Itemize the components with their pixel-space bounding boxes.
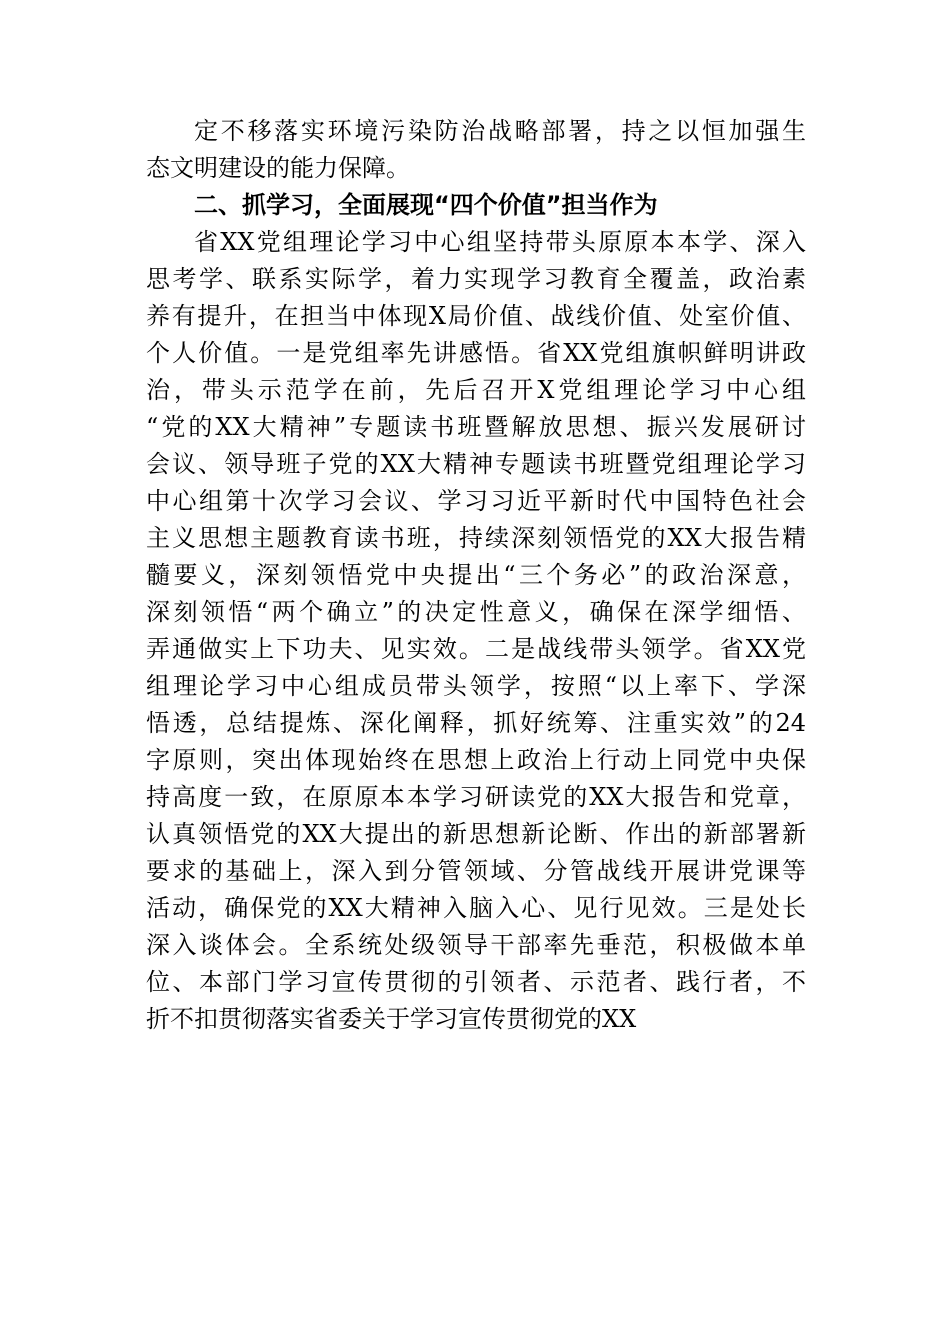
paragraph-line: 弄通做实上下功夫、见实效。二是战线带头领学。省XX党 [146, 635, 806, 663]
paragraph-line: 省XX党组理论学习中心组坚持带头原原本本学、深入 [194, 228, 806, 256]
paragraph-line: 会议、领导班子党的XX大精神专题读书班暨党组理论学习 [146, 450, 806, 478]
paragraph-line: 养有提升，在担当中体现X局价值、战线价值、处室价值、 [146, 302, 806, 330]
paragraph-line: 活动，确保党的XX大精神入脑入心、见行见效。三是处长 [146, 894, 806, 922]
paragraph-line: 个人价值。一是党组率先讲感悟。省XX党组旗帜鲜明讲政 [146, 339, 806, 367]
paragraph-line: 中心组第十次学习会议、学习习近平新时代中国特色社会 [146, 487, 806, 515]
paragraph-line: 折不扣贯彻落实省委关于学习宣传贯彻党的XX [146, 1005, 637, 1033]
paragraph-line: 治，带头示范学在前，先后召开X党组理论学习中心组 [146, 376, 806, 404]
paragraph-line: 深入谈体会。全系统处级领导干部率先垂范，积极做本单 [146, 931, 806, 959]
paragraph-line: 悟透，总结提炼、深化阐释，抓好统筹、注重实效”的24 [146, 709, 806, 737]
paragraph-line: 态文明建设的能力保障。 [146, 154, 410, 182]
paragraph-line: 持高度一致，在原原本本学习研读党的XX大报告和党章， [146, 783, 806, 811]
document-body [146, 113, 806, 1038]
paragraph-line: 髓要义，深刻领悟党中央提出“三个务必”的政治深意， [146, 561, 806, 589]
paragraph-line: 要求的基础上，深入到分管领域、分管战线开展讲党课等 [146, 857, 806, 885]
paragraph-line: 主义思想主题教育读书班，持续深刻领悟党的XX大报告精 [146, 524, 806, 552]
paragraph-line: 定不移落实环境污染防治战略部署，持之以恒加强生 [194, 117, 806, 145]
paragraph-line: 思考学、联系实际学，着力实现学习教育全覆盖，政治素 [146, 265, 806, 293]
paragraph-line: 深刻领悟“两个确立”的决定性意义，确保在深学细悟、 [146, 598, 806, 626]
paragraph-line: 字原则，突出体现始终在思想上政治上行动上同党中央保 [146, 746, 806, 774]
paragraph-line: 位、本部门学习宣传贯彻的引领者、示范者、践行者，不 [146, 968, 806, 996]
paragraph-line: 组理论学习中心组成员带头领学，按照“以上率下、学深 [146, 672, 806, 700]
paragraph-line: 认真领悟党的XX大提出的新思想新论断、作出的新部署新 [146, 820, 806, 848]
paragraph-line: “党的XX大精神”专题读书班暨解放思想、振兴发展研讨 [146, 413, 806, 441]
section-heading: 二、抓学习，全面展现“四个价值”担当作为 [194, 191, 658, 219]
